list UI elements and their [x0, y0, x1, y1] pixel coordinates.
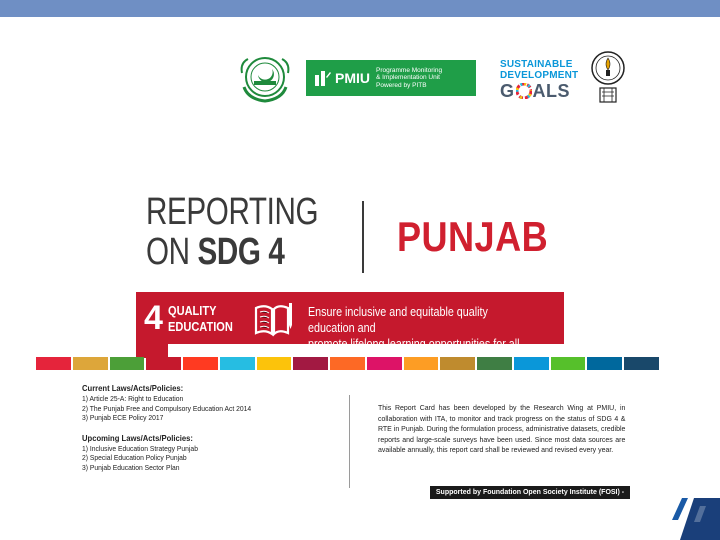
current-law-item: 1) Article 25-A: Right to Education — [82, 394, 184, 403]
sdg-color-segment — [514, 357, 549, 370]
upcoming-laws-heading: Upcoming Laws/Acts/Policies: — [82, 432, 193, 443]
current-law-item: 2) The Punjab Free and Compulsory Education Act 2014 — [82, 403, 252, 413]
pmiu-subtitle: Programme Monitoring & Implementation Unit Powered by PITB — [376, 66, 443, 89]
current-laws-heading: Current Laws/Acts/Policies: — [82, 383, 184, 393]
sdg-line-2: DEVELOPMENT — [500, 70, 579, 81]
sdg-color-segment — [404, 357, 439, 370]
title-divider — [362, 201, 364, 273]
supported-by-banner: Supported by Foundation Open Society Institute (FOSI) - Pakistan — [430, 486, 630, 499]
province-title: PUNJAB — [397, 213, 549, 260]
sdg-color-strip — [36, 357, 659, 370]
sdg-wheel-icon — [516, 83, 532, 99]
title-sdg4: SDG 4 — [197, 231, 285, 273]
sdg4-goal-band — [136, 292, 564, 351]
sdg-goals-word — [500, 81, 578, 101]
sdg-color-segment — [624, 357, 659, 370]
section-divider — [349, 395, 350, 488]
sdg-color-segment — [477, 357, 512, 370]
pmiu-logo — [306, 60, 476, 96]
goal-band-tab — [136, 344, 168, 358]
upcoming-law-item: 2) Special Education Policy Punjab — [82, 453, 187, 462]
top-bar — [0, 0, 720, 17]
sdg-logo — [500, 59, 578, 101]
fosi-seal-logo — [590, 50, 626, 108]
sdg-color-segment — [110, 357, 145, 370]
sdg-color-segment — [293, 357, 328, 370]
sdg-color-segment — [73, 357, 108, 370]
current-law-item: 3) Punjab ECE Policy 2017 — [82, 413, 164, 422]
laws-section — [82, 383, 251, 472]
pmiu-name: PMIU — [335, 70, 370, 86]
goal-description: Ensure inclusive and equitable quality education and promote lifelong learning opportunities for all — [308, 305, 520, 351]
sdg-color-segment — [367, 357, 402, 370]
corner-decoration-icon — [672, 492, 720, 540]
sdg-color-segment — [220, 357, 255, 370]
sdg-color-segment — [146, 357, 181, 370]
sdg-color-segment — [183, 357, 218, 370]
upcoming-law-item: 1) Inclusive Education Strategy Punjab — [82, 443, 198, 453]
pmiu-emblem-icon — [314, 69, 332, 87]
sdg-goals-suffix: ALS — [532, 81, 571, 101]
sdg-color-segment — [551, 357, 586, 370]
title-line-2-prefix: ON — [146, 231, 198, 273]
goal-number: 4 — [144, 299, 163, 337]
title-line-2 — [146, 232, 318, 272]
sdg-line-1: SUSTAINABLE — [500, 59, 573, 70]
sdg-color-segment — [36, 357, 71, 370]
sdg-goals-prefix: G — [500, 81, 515, 101]
report-card-description: This Report Card has been developed by the Research Wing at PMIU, in collaboration with ITA, to monitor and track progress on the status of SDG 4 & RTE in Punjab. During the formulation process, administrative datasets, credible reports and large-scale surveys have been used. Since most data sources are available annually, this report card shall be reviewed and revised every year. — [378, 403, 626, 454]
upcoming-law-item: 3) Punjab Education Sector Plan — [82, 462, 180, 472]
sdg-color-segment — [440, 357, 475, 370]
report-title — [146, 192, 318, 272]
open-book-pencil-icon — [253, 300, 293, 338]
sdg-color-segment — [330, 357, 365, 370]
sdg-color-segment — [257, 357, 292, 370]
goal-name: QUALITY EDUCATION — [168, 303, 233, 334]
punjab-emblem-logo — [238, 53, 292, 105]
sdg-color-segment — [587, 357, 622, 370]
title-line-1: REPORTING — [146, 191, 319, 233]
